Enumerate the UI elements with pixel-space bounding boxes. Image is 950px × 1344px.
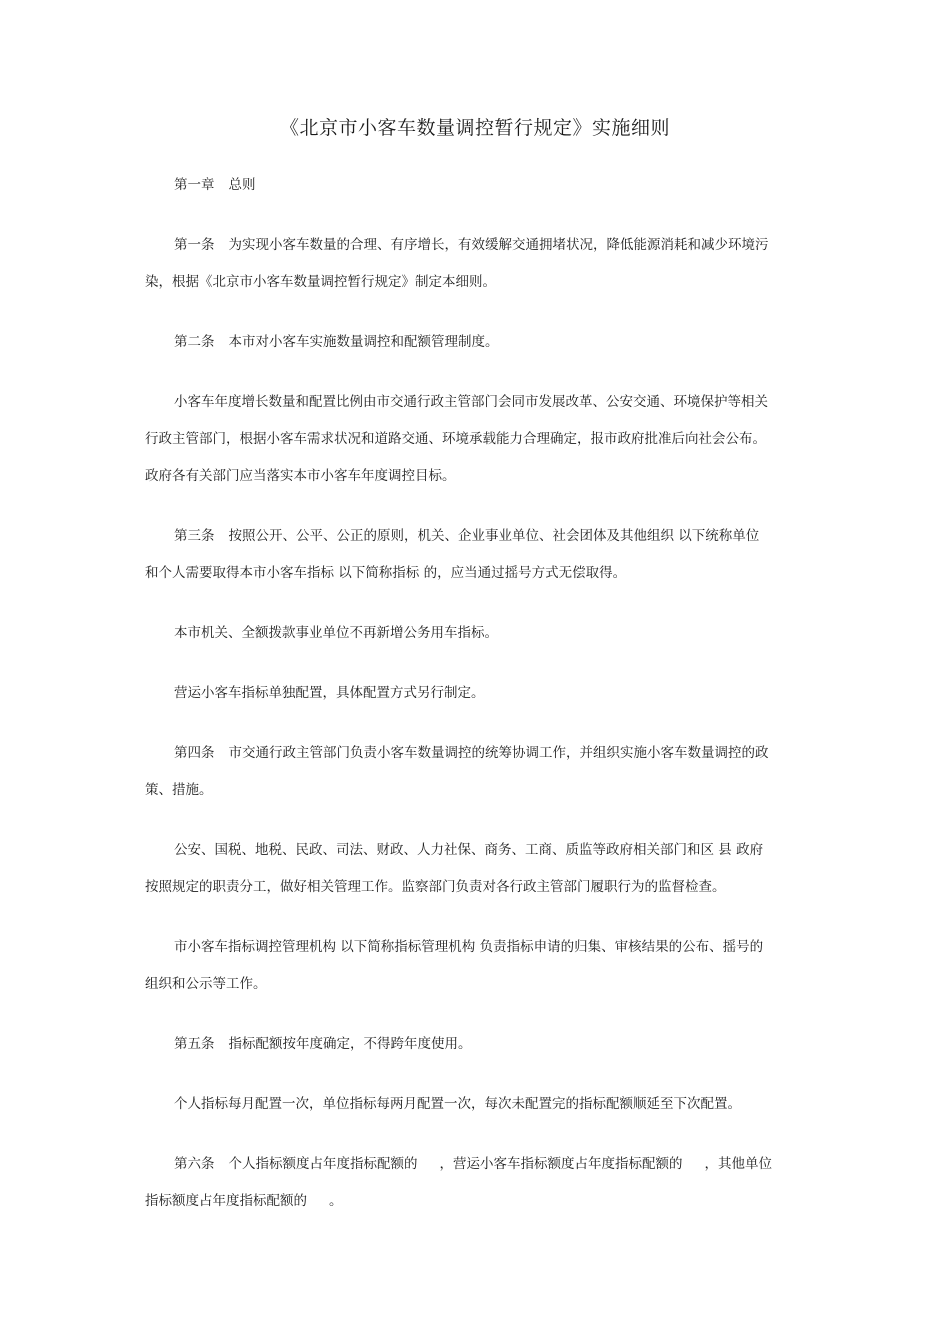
article-2-label: 第二条 bbox=[174, 334, 215, 350]
article-1-text: 为实现小客车数量的合理、有序增长，有效缓解交通拥堵状况，降低能源消耗和减少环境污 bbox=[228, 237, 769, 253]
article-1-line-1 bbox=[174, 236, 810, 254]
article-3-text: 按照公开、公平、公正的原则，机关、企业事业单位、社会团体及其他组织 以下统称单位 bbox=[228, 528, 760, 544]
article-6-text-part-1: 个人指标额度占年度指标配额的 bbox=[228, 1156, 418, 1172]
article-4-para-3-line-2: 组织和公示等工作。 bbox=[145, 976, 267, 992]
article-2-para-2-line-3: 政府各有关部门应当落实本市小客车年度调控目标。 bbox=[145, 468, 456, 484]
article-3-line-2: 和个人需要取得本市小客车指标 以下简称指标 的，应当通过摇号方式无偿取得。 bbox=[145, 565, 627, 581]
article-3-para-3: 营运小客车指标单独配置，具体配置方式另行制定。 bbox=[174, 685, 485, 701]
document-title: 《北京市小客车数量调控暂行规定》实施细则 bbox=[279, 117, 670, 139]
article-4-line-1 bbox=[174, 744, 810, 762]
chapter-heading bbox=[174, 176, 810, 194]
article-2-text: 本市对小客车实施数量调控和配额管理制度。 bbox=[228, 334, 499, 350]
article-3-label: 第三条 bbox=[174, 528, 215, 544]
article-6-line-2 bbox=[145, 1192, 810, 1210]
article-6-label: 第六条 bbox=[174, 1156, 215, 1172]
article-5-text: 指标配额按年度确定，不得跨年度使用。 bbox=[228, 1036, 472, 1052]
article-5-line-1 bbox=[174, 1035, 810, 1053]
article-2-para-2-line-1: 小客车年度增长数量和配置比例由市交通行政主管部门会同市发展改革、公安交通、环境保护等相关 bbox=[174, 394, 768, 410]
article-4-para-2-line-1: 公安、国税、地税、民政、司法、财政、人力社保、商务、工商、质监等政府相关部门和区 县 政府 bbox=[174, 842, 764, 858]
article-4-label: 第四条 bbox=[174, 745, 215, 761]
article-5-label: 第五条 bbox=[174, 1036, 215, 1052]
article-5-para-2: 个人指标每月配置一次，单位指标每两月配置一次，每次未配置完的指标配额顺延至下次配置。 bbox=[174, 1096, 741, 1112]
article-1-label: 第一条 bbox=[174, 237, 215, 253]
article-4-text: 市交通行政主管部门负责小客车数量调控的统筹协调工作，并组织实施小客车数量调控的政 bbox=[228, 745, 769, 761]
article-6-line-2-text: 指标额度占年度指标配额的 bbox=[145, 1193, 307, 1209]
article-1-line-2: 染，根据《北京市小客车数量调控暂行规定》制定本细则。 bbox=[145, 274, 496, 290]
article-6-text-part-2: ，营运小客车指标额度占年度指标配额的 bbox=[439, 1156, 683, 1172]
article-6-line-1 bbox=[174, 1155, 810, 1173]
article-3-para-2: 本市机关、全额拨款事业单位不再新增公务用车指标。 bbox=[174, 625, 498, 641]
chapter-name: 总则 bbox=[228, 177, 256, 193]
article-3-line-1 bbox=[174, 527, 810, 545]
chapter-label: 第一章 bbox=[174, 177, 215, 193]
article-6-text-part-3: ，其他单位 bbox=[704, 1156, 772, 1172]
article-4-line-2: 策、措施。 bbox=[145, 782, 213, 798]
article-6-line-2-end: 。 bbox=[329, 1193, 343, 1209]
article-2-para-2-line-2: 行政主管部门，根据小客车需求状况和道路交通、环境承载能力合理确定，报市政府批准后向社会公布。 bbox=[145, 431, 766, 447]
article-4-para-3-line-1: 市小客车指标调控管理机构 以下简称指标管理机构 负责指标申请的归集、审核结果的公布、摇号的 bbox=[174, 939, 764, 955]
article-2-line-1 bbox=[174, 333, 810, 351]
article-4-para-2-line-2: 按照规定的职责分工，做好相关管理工作。监察部门负责对各行政主管部门履职行为的监督检查。 bbox=[145, 879, 726, 895]
